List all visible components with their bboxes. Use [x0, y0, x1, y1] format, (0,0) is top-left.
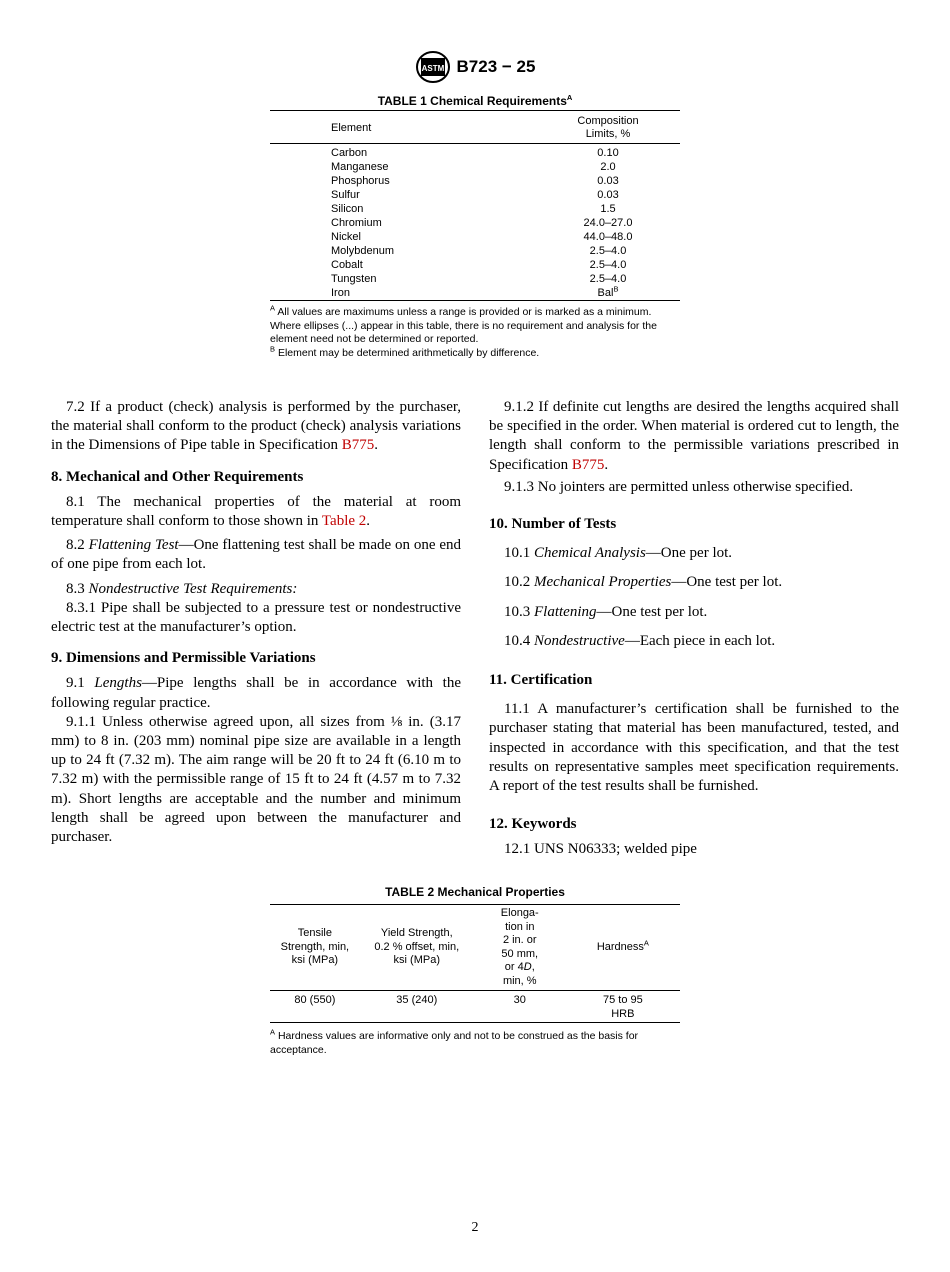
table-row: Iron Bal$^B$ — [270, 286, 680, 301]
table2-title: TABLE 2 Mechanical Properties — [385, 885, 565, 899]
svg-text:ASTM: ASTM — [421, 64, 444, 73]
table-row: Cobalt 2.5–4.0 — [331, 259, 627, 271]
para-10-3: 10.3 Flattening—One test per lot. — [504, 603, 708, 620]
para-10-1: 10.1 Chemical Analysis—One per lot. — [504, 545, 733, 562]
table1-title: TABLE 1 Chemical Requirements$^A$ — [377, 93, 573, 108]
left-column — [51, 398, 461, 847]
para-8-3: 8.3 Nondestructive Test Requirements: — [66, 580, 298, 597]
column-header-tensile: Tensile Strength, min, ksi (MPa) — [270, 905, 360, 991]
para-11-1: 11.1 A manufacturer’s certification shall be furnished to the purchaser stating that material has been manufactured, tested, and inspected in accordance with this specification, and that the test results on representative samples meet specification requirements. A report of the test results shall be furnished. — [489, 701, 899, 795]
para-8-1: 8.1 The mechanical properties of the material at room temperature shall conform to those shown in Table 2. — [51, 493, 461, 530]
table-row: Carbon 0.10 — [331, 147, 619, 159]
para-8-3-1: 8.3.1 Pipe shall be subjected to a pressure test or nondestructive electric test at the manufacturer’s option. — [51, 599, 461, 636]
table-row: Chromium 24.0–27.0 — [331, 217, 633, 229]
page-number: 2 — [471, 1220, 479, 1235]
section-10-heading: 10. Number of Tests — [489, 516, 617, 533]
para-9-1-1: 9.1.1 Unless otherwise agreed upon, all sizes from ⅛ in. (3.17 mm) to 8 in. (203 mm) nominal pipe size are available in a length up to 24 ft (7.32 m). The aim range will be 20 ft to 24 ft (6.10 m to 7.32 m) with the permissible range of 15 ft to 24 ft (4.57 m to 7.32 m). Short lengths are acceptable and the number and minimum length shall be agreed upon between the manufacturer and purchaser. — [51, 713, 461, 846]
chemical-requirements-table — [270, 110, 680, 301]
table-row: Molybdenum 2.5–4.0 — [331, 245, 627, 257]
para-9-1-2: 9.1.2 If definite cut lengths are desired the lengths acquired shall be specified in the order. When material is ordered cut to length, the length shall conform to the permissible variations prescribed in Specification B775. — [489, 399, 899, 473]
para-8-2: 8.2 Flattening Test—One flattening test shall be made on one end of one pipe from each lot. — [51, 537, 462, 573]
para-7-2: 7.2 If a product (check) analysis is performed by the purchaser, the material shall conform to the product (check) analysis variations in the Dimensions of Pipe table in Specification B775. — [51, 399, 461, 454]
page-header — [0, 50, 950, 84]
column-header-limits: Composition Limits, % — [511, 111, 680, 144]
link-table-2[interactable]: Table 2 — [321, 513, 367, 530]
table-row: Silicon 1.5 — [331, 203, 616, 215]
right-column — [489, 398, 899, 860]
table1-footnotes — [270, 303, 682, 360]
section-11-heading: 11. Certification — [489, 672, 593, 689]
table-row: Nickel 44.0–48.0 — [331, 231, 633, 243]
para-10-4: 10.4 Nondestructive—Each piece in each lot. — [504, 632, 776, 649]
para-10-2: 10.2 Mechanical Properties—One test per lot. — [504, 574, 783, 591]
mechanical-properties-table — [270, 904, 680, 1023]
section-9-heading: 9. Dimensions and Permissible Variations — [51, 650, 316, 667]
link-b775[interactable]: B775 — [571, 456, 605, 473]
para-9-1: 9.1 Lengths—Pipe lengths shall be in accordance with the following regular practice. — [51, 675, 462, 711]
table-row: Phosphorus 0.03 — [331, 175, 619, 187]
column-header-yield: Yield Strength, 0.2 % offset, min, ksi (MPa) — [360, 905, 474, 991]
table-row: Tungsten 2.5–4.0 — [331, 273, 627, 285]
para-9-1-3: 9.1.3 No jointers are permitted unless otherwise specified. — [504, 478, 854, 495]
astm-logo — [415, 50, 451, 84]
column-header-hardness: Hardness$^A$ — [566, 905, 680, 991]
table-row: Sulfur 0.03 — [331, 189, 619, 201]
table-row: Manganese 2.0 — [331, 161, 616, 173]
designation: B723 − 25 — [456, 57, 536, 76]
footnote-a: $^A$ All values are maximums unless a range is provided or is marked as a minimum. Where ellipses (...) appear in this table, there is no requirement and analysis for the element need not be determined or reported. — [270, 303, 657, 346]
table-row: 80 (550) 35 (240) 30 75 to 95 HRB — [270, 991, 680, 1023]
footnote-b: $^B$ Element may be determined arithmetically by difference. — [270, 344, 540, 359]
para-12-1: 12.1 UNS N06333; welded pipe — [504, 841, 697, 858]
column-header-elongation: Elonga- tion in 2 in. or 50 mm, or 4D, min, % — [474, 905, 566, 991]
column-header-element: Element — [270, 111, 511, 144]
link-b775[interactable]: B775 — [341, 437, 375, 454]
section-8-heading: 8. Mechanical and Other Requirements — [51, 468, 304, 485]
table2-footnote: $^A$ Hardness values are informative only and not to be construed as the basis for acceptance. — [270, 1027, 639, 1056]
section-12-heading: 12. Keywords — [489, 816, 577, 833]
